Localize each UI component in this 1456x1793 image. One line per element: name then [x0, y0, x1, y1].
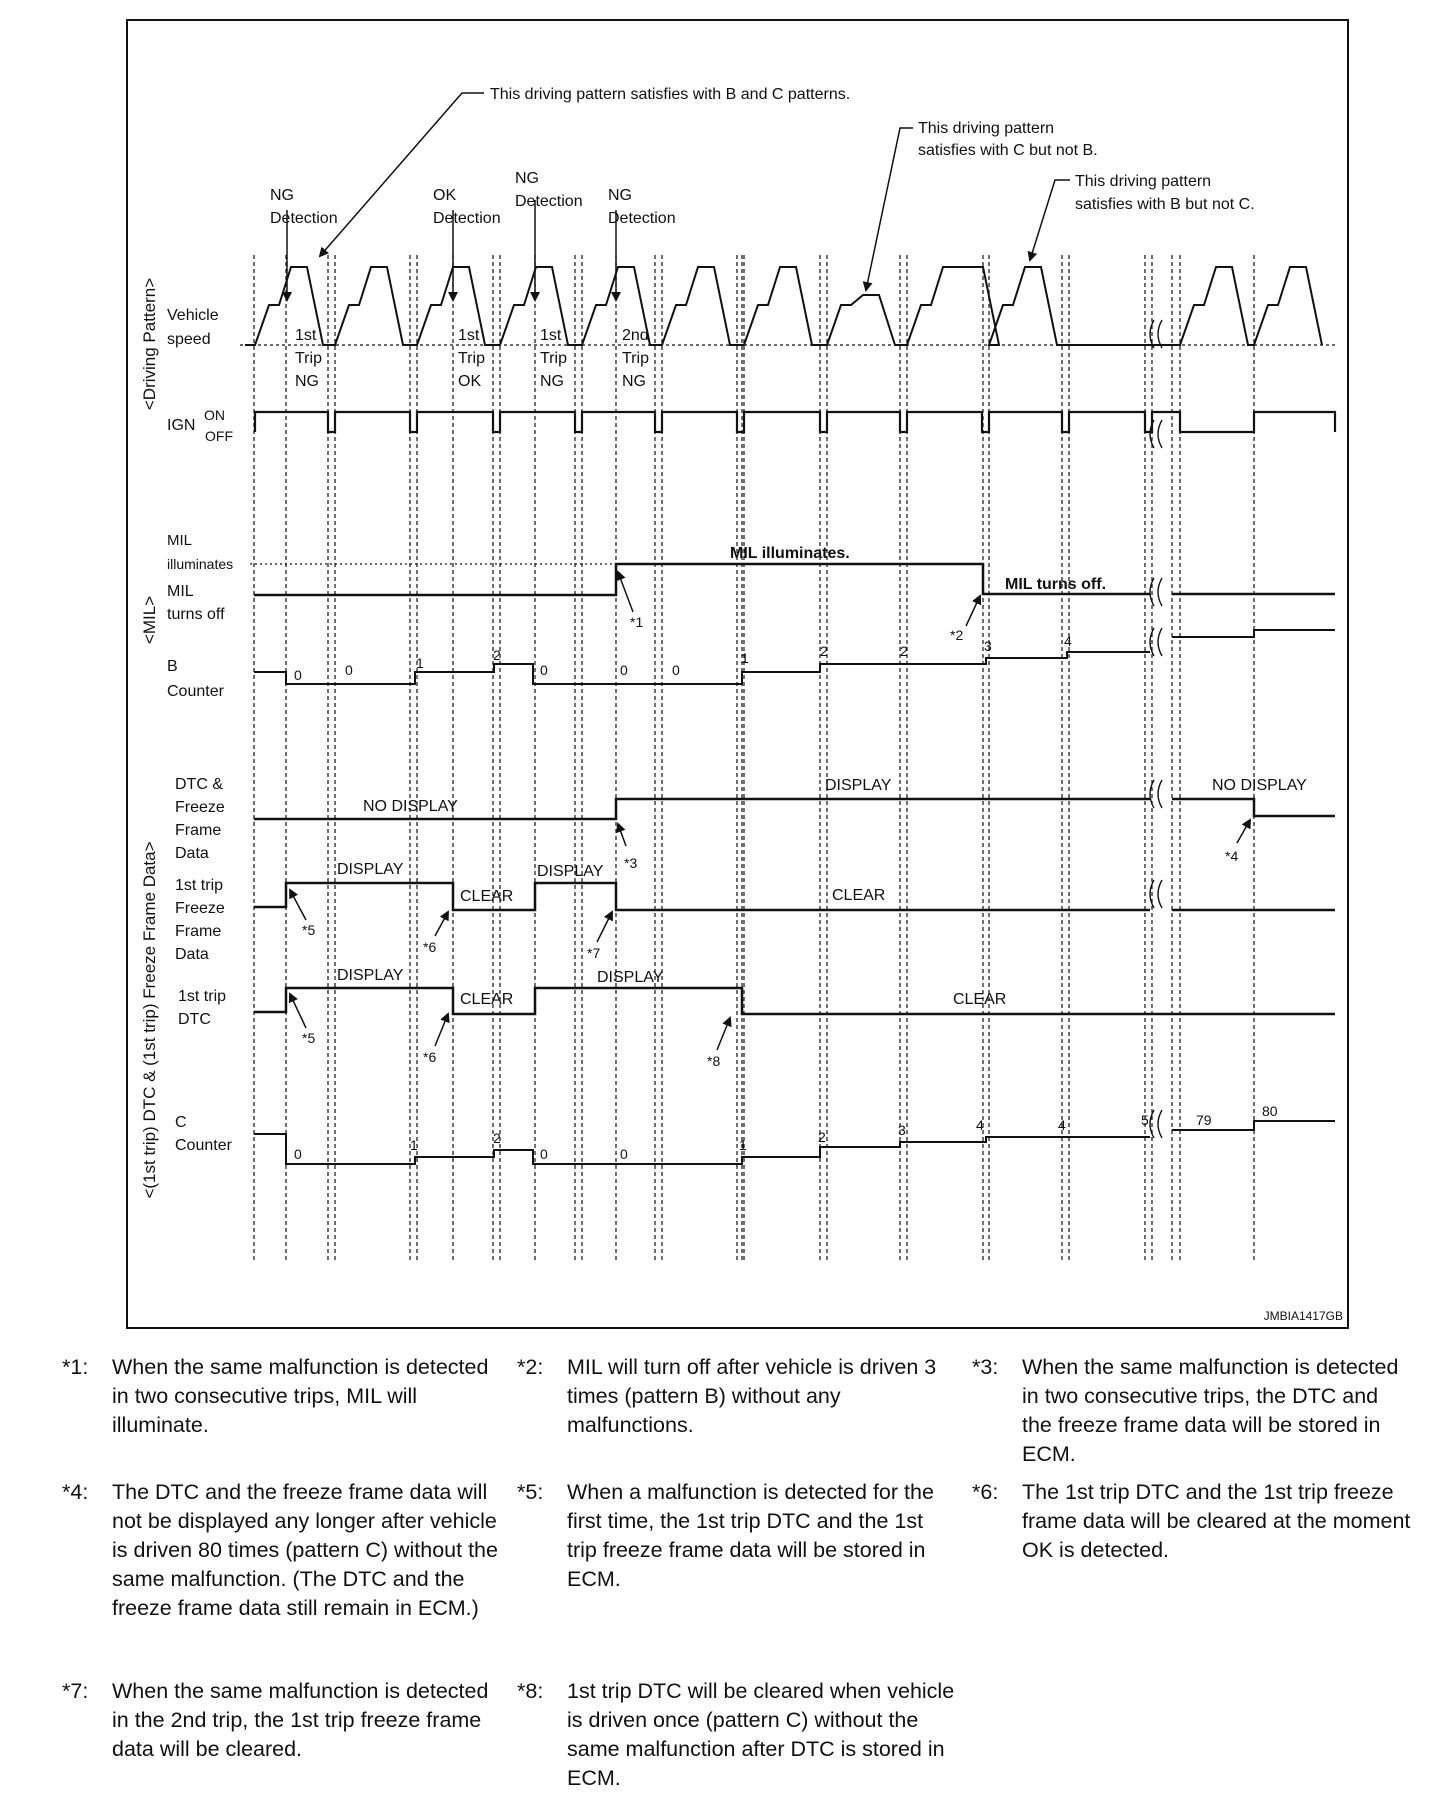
vertical-guides — [254, 255, 1254, 1262]
detection-2-b: Detection — [433, 210, 501, 227]
label-mil-ill-2: illuminates — [167, 556, 234, 572]
c-counter-value: 1 — [410, 1137, 418, 1153]
marker: *6 — [423, 939, 437, 955]
c-counter-waveform — [254, 1134, 1150, 1164]
footnote-mark: *6: — [972, 1480, 999, 1504]
state-no-display-2: NO DISPLAY — [1212, 777, 1307, 794]
footnote-text: The DTC and the freeze frame data will not be displayed any longer after vehicle is driven 80 times (pattern C) without the same malfunction. (The DTC and the freeze frame data still remain in ECM.) — [112, 1480, 498, 1620]
c-counter-value: 3 — [898, 1122, 906, 1138]
callout-c-not-b-1: This driving pattern — [918, 120, 1055, 137]
trip-3-c: NG — [540, 373, 564, 390]
detection-1-a: NG — [270, 187, 294, 204]
c-counter-value: 79 — [1196, 1112, 1212, 1128]
marker: *4 — [1225, 848, 1239, 864]
state-ff-display-2: DISPLAY — [537, 863, 604, 880]
trip-1-a: 1st — [295, 327, 317, 344]
label-1st-dtc-1: 1st trip — [178, 988, 227, 1005]
label-off: OFF — [205, 428, 233, 444]
b-counter-value: 1 — [741, 650, 749, 666]
trip-2-c: OK — [458, 373, 482, 390]
footnote-mark: *1: — [62, 1355, 89, 1379]
break-marks — [1150, 320, 1162, 1138]
trip-4-c: NG — [622, 373, 646, 390]
footnote-mark: *5: — [517, 1480, 544, 1504]
label-dtc-1: DTC & — [175, 776, 223, 793]
state-ff-clear-2: CLEAR — [832, 887, 886, 904]
label-mil-ill-1: MIL — [167, 532, 193, 549]
state-mil-turns-off: MIL turns off. — [1005, 576, 1107, 593]
marker: *6 — [423, 1049, 437, 1065]
detection-3-b: Detection — [515, 193, 583, 210]
footnote-mark: *2: — [517, 1355, 544, 1379]
b-counter-value: 2 — [493, 647, 501, 663]
label-ff-2: Freeze — [175, 900, 225, 917]
c-counter-value: 2 — [493, 1130, 501, 1146]
marker: *2 — [950, 627, 964, 643]
footnote-text: When the same malfunction is detected in the 2nd trip, the 1st trip freeze frame data will be cleared. — [112, 1679, 489, 1761]
label-dtc-3: Frame — [175, 822, 222, 839]
callout-c-not-b-2: satisfies with C but not B. — [918, 142, 1098, 159]
label-mil-off-1: MIL — [167, 583, 194, 600]
state-no-display: NO DISPLAY — [363, 798, 458, 815]
footnote-mark: *7: — [62, 1679, 89, 1703]
b-counter-waveform-after — [1172, 630, 1335, 637]
dtc-waveform-after — [1172, 799, 1335, 816]
figure-code: JMBIA1417GB — [1263, 1309, 1343, 1323]
label-on: ON — [204, 407, 225, 423]
state-dtc1st-display-1: DISPLAY — [337, 967, 404, 984]
marker: *3 — [624, 855, 638, 871]
state-dtc1st-display-2: DISPLAY — [597, 969, 664, 986]
ff-waveform — [254, 883, 1150, 910]
label-ff-4: Data — [175, 946, 209, 963]
b-counter-value: 3 — [984, 638, 992, 654]
label-1st-dtc-2: DTC — [178, 1011, 211, 1028]
c-counter-value: 0 — [294, 1146, 302, 1162]
c-counter-value: 0 — [540, 1146, 548, 1162]
section-mil: <MIL> — [140, 595, 159, 645]
state-mil-illuminates: MIL illuminates. — [730, 545, 850, 562]
footnote-mark: *8: — [517, 1679, 544, 1703]
label-b-1: B — [167, 658, 178, 675]
label-b-2: Counter — [167, 683, 224, 700]
state-display: DISPLAY — [825, 777, 892, 794]
state-ff-display-1: DISPLAY — [337, 861, 404, 878]
state-dtc1st-clear-1: CLEAR — [460, 991, 514, 1008]
detection-1-b: Detection — [270, 210, 338, 227]
footnote-mark: *4: — [62, 1480, 89, 1504]
b-counter-value: 0 — [540, 662, 548, 678]
trip-3-b: Trip — [540, 350, 567, 367]
b-counter-waveform — [254, 652, 1150, 684]
marker: *5 — [302, 922, 316, 938]
section-driving-pattern: <Driving Pattern> — [140, 277, 159, 411]
callout-b-not-c-2: satisfies with B but not C. — [1075, 196, 1255, 213]
b-counter-value: 0 — [345, 662, 353, 678]
c-counter-value: 4 — [1058, 1117, 1066, 1133]
marker: *7 — [587, 945, 601, 961]
footnote-text: The 1st trip DTC and the 1st trip freeze frame data will be cleared at the moment OK is detected. — [1022, 1480, 1411, 1562]
trip-4-a: 2nd — [622, 327, 649, 344]
label-ff-1: 1st trip — [175, 877, 224, 894]
footnote-text: MIL will turn off after vehicle is driven 3 times (pattern B) without any malfunctions. — [567, 1355, 937, 1437]
callout-bc: This driving pattern satisfies with B and C patterns. — [490, 86, 851, 103]
trip-1-b: Trip — [295, 350, 322, 367]
c-counter-value: 5 — [1141, 1112, 1149, 1128]
label-ff-3: Frame — [175, 923, 222, 940]
trip-2-a: 1st — [458, 327, 480, 344]
marker: *1 — [630, 614, 644, 630]
c-counter-value: 80 — [1262, 1103, 1278, 1119]
detection-4-a: NG — [608, 187, 632, 204]
label-c-1: C — [175, 1114, 187, 1131]
trip-1-c: NG — [295, 373, 319, 390]
b-counter-value: 1 — [416, 655, 424, 671]
c-counter-value: 2 — [818, 1129, 826, 1145]
detection-3-a: NG — [515, 170, 539, 187]
footnote-text: When the same malfunction is detected in two consecutive trips, the DTC and the freeze frame data will be stored in ECM. — [1022, 1355, 1399, 1466]
marker: *5 — [302, 1030, 316, 1046]
state-dtc1st-clear-2: CLEAR — [953, 991, 1007, 1008]
trip-3-a: 1st — [540, 327, 562, 344]
section-dtc: <(1st trip) DTC & (1st trip) Freeze Frame Data> — [140, 841, 159, 1199]
detection-4-b: Detection — [608, 210, 676, 227]
footnote-mark: *3: — [972, 1355, 999, 1379]
trip-2-b: Trip — [458, 350, 485, 367]
label-speed: speed — [167, 331, 211, 348]
label-ign: IGN — [167, 417, 196, 434]
b-counter-value: 2 — [900, 643, 908, 659]
label-dtc-2: Freeze — [175, 799, 225, 816]
footnote-text: When the same malfunction is detected in two consecutive trips, MIL will illuminate. — [112, 1355, 489, 1437]
label-c-2: Counter — [175, 1137, 232, 1154]
vehicle-speed-waveform — [245, 267, 1322, 345]
b-counter-value: 0 — [294, 667, 302, 683]
label-mil-off-2: turns off — [167, 606, 225, 623]
b-counter-value: 0 — [620, 662, 628, 678]
c-counter-value: 0 — [620, 1146, 628, 1162]
b-counter-value: 2 — [820, 643, 828, 659]
detection-2-a: OK — [433, 187, 457, 204]
c-counter-value: 1 — [739, 1137, 747, 1153]
ign-waveform — [255, 412, 1335, 432]
b-counter-value: 4 — [1064, 633, 1072, 649]
trip-4-b: Trip — [622, 350, 649, 367]
state-ff-clear-1: CLEAR — [460, 888, 514, 905]
b-counter-value: 0 — [672, 662, 680, 678]
footnote-text: 1st trip DTC will be cleared when vehicle is driven once (pattern C) without the same malfunction after DTC is stored in ECM. — [567, 1679, 955, 1790]
label-dtc-4: Data — [175, 845, 209, 862]
callout-b-not-c-1: This driving pattern — [1075, 173, 1212, 190]
dtc1st-waveform — [254, 988, 1335, 1014]
label-vehicle: Vehicle — [167, 307, 219, 324]
c-counter-value: 4 — [976, 1117, 984, 1133]
marker: *8 — [707, 1053, 721, 1069]
footnote-text: When a malfunction is detected for the first time, the 1st trip DTC and the 1st trip freeze frame data will be stored in ECM. — [567, 1480, 934, 1591]
